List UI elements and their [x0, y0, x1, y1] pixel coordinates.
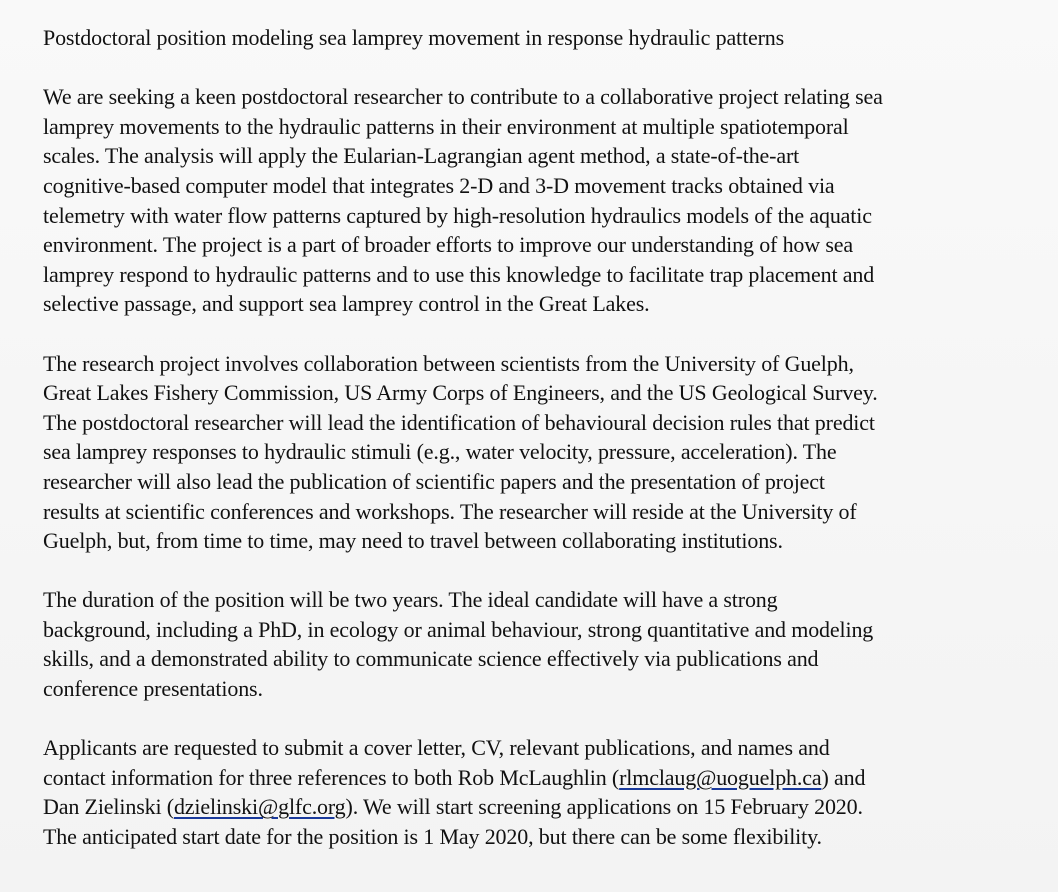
text-line: skills, and a demonstrated ability to communicate science effectively via publications and [43, 646, 819, 672]
text-line: scales. The analysis will apply the Eularian-Lagrangian agent method, a state-of-the-art [43, 143, 800, 169]
text-line [43, 792, 1055, 822]
email-link-dan-zielinski[interactable]: dzielinski@glfc.org [173, 794, 346, 820]
text-line: The postdoctoral researcher will lead the identification of behavioural decision rules that predict [43, 409, 875, 435]
paragraph-duration-requirements [43, 585, 1055, 703]
text-segment: ). We will start screening applications on 15 February 2020. [345, 794, 863, 820]
text-line [43, 763, 1055, 793]
paragraph-collaboration [43, 349, 1055, 556]
text-line: background, including a PhD, in ecology or animal behaviour, strong quantitative and modeling [43, 616, 874, 642]
text-segment: Dan Zielinski ( [43, 794, 174, 820]
email-link-rob-mclaughlin[interactable]: rlmclaug@uoguelph.ca [619, 764, 822, 790]
text-segment: contact information for three references to both Rob McLaughlin ( [43, 764, 620, 790]
text-line: The duration of the position will be two years. The ideal candidate will have a strong [43, 587, 778, 613]
text-line: The research project involves collaboration between scientists from the University of Guelph, [43, 350, 854, 376]
text-line: Applicants are requested to submit a cover letter, CV, relevant publications, and names and [43, 735, 830, 761]
paragraph-project-description [43, 82, 1055, 319]
text-line: lamprey respond to hydraulic patterns and to use this knowledge to facilitate trap placement and [43, 261, 875, 287]
text-segment: ) and [821, 764, 866, 790]
document-title: Postdoctoral position modeling sea lamprey movement in response hydraulic patterns [43, 25, 785, 50]
text-line: cognitive-based computer model that integrates 2-D and 3-D movement tracks obtained via [43, 172, 835, 198]
text-line: selective passage, and support sea lamprey control in the Great Lakes. [43, 291, 650, 317]
text-line: results at scientific conferences and workshops. The researcher will reside at the University of [43, 498, 857, 524]
text-line: lamprey movements to the hydraulic patterns in their environment at multiple spatiotemporal [43, 113, 849, 139]
paragraph-application-instructions [43, 733, 1055, 851]
text-line: Great Lakes Fishery Commission, US Army Corps of Engineers, and the US Geological Survey. [43, 380, 878, 406]
text-line: Guelph, but, from time to time, may need to travel between collaborating institutions. [43, 528, 783, 554]
text-line: The anticipated start date for the position is 1 May 2020, but there can be some flexibility. [43, 824, 822, 850]
text-line: sea lamprey responses to hydraulic stimuli (e.g., water velocity, pressure, acceleration). The [43, 439, 837, 465]
text-line: We are seeking a keen postdoctoral researcher to contribute to a collaborative project relating sea [43, 84, 883, 110]
text-line: conference presentations. [43, 676, 263, 702]
text-line: researcher will also lead the publication of scientific papers and the presentation of project [43, 468, 825, 494]
text-line: telemetry with water flow patterns captured by high-resolution hydraulics models of the aquatic [43, 202, 872, 228]
text-line: environment. The project is a part of broader efforts to improve our understanding of how sea [43, 232, 853, 258]
